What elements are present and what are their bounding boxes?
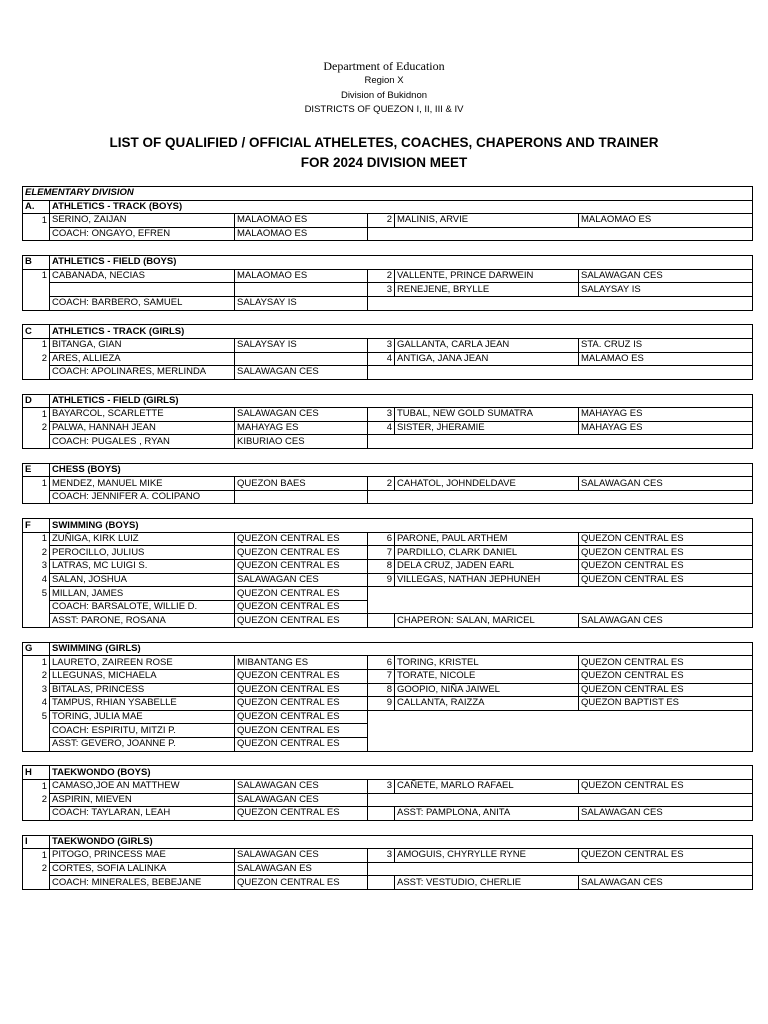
empty-cell <box>368 587 753 601</box>
athlete-name: COACH: BARBERO, SAMUEL <box>50 296 235 310</box>
entry-number <box>23 296 50 310</box>
athlete-name: CAHATOL, JOHNDELDAVE <box>395 477 579 491</box>
section-spacer <box>23 628 753 643</box>
athlete-name: SERINO, ZAIJAN <box>50 214 235 228</box>
division-label-cell: ELEMENTARY DIVISION <box>23 187 753 201</box>
athlete-name: CORTES, SOFIA LALINKA <box>50 862 235 876</box>
section-spacer <box>23 820 753 835</box>
entry-number: 3 <box>368 849 395 863</box>
athlete-name: CABANADA, NECIAS <box>50 269 235 283</box>
entry-number: 2 <box>23 421 50 435</box>
section-spacer <box>23 310 753 325</box>
empty-cell <box>368 227 753 241</box>
school: SALAWAGAN CES <box>579 876 753 890</box>
athlete-name: ZUÑIGA, KIRK LUIZ <box>50 532 235 546</box>
athlete-name: TAMPUS, RHIAN YSABELLE <box>50 697 235 711</box>
spacer-cell <box>23 504 753 519</box>
entry-number: 1 <box>23 656 50 670</box>
section-event-title: CHESS (BOYS) <box>50 463 753 477</box>
athlete-name: VALLENTE, PRINCE DARWEIN <box>395 269 579 283</box>
section-event-title: ATHLETICS - TRACK (GIRLS) <box>50 325 753 339</box>
empty-cell <box>368 737 753 751</box>
document-title-line-2: FOR 2024 DIVISION MEET <box>300 155 468 170</box>
entry-number: 1 <box>23 779 50 793</box>
department-heading: Department of Education <box>323 59 445 73</box>
school: SALAWAGAN CES <box>579 477 753 491</box>
entry-number: 2 <box>368 269 395 283</box>
entry-number: 2 <box>23 862 50 876</box>
entry-number <box>23 227 50 241</box>
section-letter: G <box>23 642 50 656</box>
entry-number: 6 <box>368 656 395 670</box>
school: KIBURIAO CES <box>235 435 368 449</box>
school: QUEZON CENTRAL ES <box>235 532 368 546</box>
school: QUEZON CENTRAL ES <box>579 683 753 697</box>
school: SALAWAGAN CES <box>579 614 753 628</box>
entry-number: 7 <box>368 546 395 560</box>
section-spacer <box>23 751 753 766</box>
school: QUEZON BAPTIST ES <box>579 697 753 711</box>
school: SALAWAGAN CES <box>235 573 368 587</box>
entry-number: 3 <box>368 779 395 793</box>
entry-number: 3 <box>368 338 395 352</box>
athlete-name: GOOPIO, NIÑA JAIWEL <box>395 683 579 697</box>
section-header-row <box>23 325 753 339</box>
school: QUEZON CENTRAL ES <box>235 737 368 751</box>
entry-number: 5 <box>23 710 50 724</box>
section-header-row <box>23 519 753 533</box>
table-row <box>23 793 753 807</box>
athlete-name <box>50 283 235 297</box>
athlete-name: COACH: MINERALES, BEBEJANE <box>50 876 235 890</box>
athlete-name: CHAPERON: SALAN, MARICEL <box>395 614 579 628</box>
table-row <box>23 435 753 449</box>
athlete-name: LAURETO, ZAIREEN ROSE <box>50 656 235 670</box>
table-row <box>23 683 753 697</box>
school <box>235 490 368 504</box>
entry-number: 1 <box>23 408 50 422</box>
athlete-name: BITALAS, PRINCESS <box>50 683 235 697</box>
table-row <box>23 670 753 684</box>
table-row <box>23 697 753 711</box>
section-letter: B <box>23 256 50 270</box>
spacer-cell <box>23 379 753 394</box>
table-row <box>23 724 753 738</box>
entry-number: 1 <box>23 532 50 546</box>
athlete-name: BAYARCOL, SCARLETTE <box>50 408 235 422</box>
school: QUEZON CENTRAL ES <box>235 670 368 684</box>
table-row <box>23 352 753 366</box>
school <box>235 352 368 366</box>
section-letter: I <box>23 835 50 849</box>
section-letter: E <box>23 463 50 477</box>
empty-cell <box>368 600 753 614</box>
entry-number: 4 <box>368 421 395 435</box>
athlete-name: CAMASO,JOE AN MATTHEW <box>50 779 235 793</box>
section-spacer <box>23 241 753 256</box>
section-header-row <box>23 642 753 656</box>
districts-label: DISTRICTS OF QUEZON I, II, III & IV <box>304 104 464 115</box>
school: SALAYSAY IS <box>579 283 753 297</box>
school: QUEZON CENTRAL ES <box>235 614 368 628</box>
section-event-title: TAEKWONDO (BOYS) <box>50 766 753 780</box>
athlete-name: COACH: JENNIFER A. COLIPANO <box>50 490 235 504</box>
athlete-name: SALAN, JOSHUA <box>50 573 235 587</box>
entry-number: 3 <box>368 283 395 297</box>
athlete-name: COACH: APOLINARES, MERLINDA <box>50 366 235 380</box>
school: MALAOMAO ES <box>579 214 753 228</box>
entry-number <box>23 737 50 751</box>
entry-number: 9 <box>368 697 395 711</box>
empty-cell <box>368 435 753 449</box>
entry-number <box>23 283 50 297</box>
school: SALAWAGAN CES <box>235 779 368 793</box>
athlete-name: COACH: ONGAYO, EFREN <box>50 227 235 241</box>
section-header-row <box>23 394 753 408</box>
athlete-name: ANTIGA, JANA JEAN <box>395 352 579 366</box>
entry-number: 2 <box>23 793 50 807</box>
entry-number <box>23 807 50 821</box>
entry-number: 2 <box>23 670 50 684</box>
athlete-name: MENDEZ, MANUEL MIKE <box>50 477 235 491</box>
entry-number: 8 <box>368 560 395 574</box>
school: SALAWAGAN CES <box>579 807 753 821</box>
entry-number: 4 <box>23 697 50 711</box>
table-row <box>23 560 753 574</box>
athlete-name: ASPIRIN, MIEVEN <box>50 793 235 807</box>
section-header-row <box>23 766 753 780</box>
section-spacer <box>23 504 753 519</box>
school: MALAMAO ES <box>579 352 753 366</box>
table-row <box>23 408 753 422</box>
school: QUEZON CENTRAL ES <box>235 546 368 560</box>
athlete-name: ARES, ALLIEZA <box>50 352 235 366</box>
school: QUEZON CENTRAL ES <box>579 779 753 793</box>
school: SALAWAGAN CES <box>235 408 368 422</box>
entry-number: 9 <box>368 573 395 587</box>
section-letter: A. <box>23 200 50 214</box>
athlete-name: MALINIS, ARVIE <box>395 214 579 228</box>
school: MAHAYAG ES <box>579 421 753 435</box>
entry-number <box>23 435 50 449</box>
entry-number: 1 <box>23 477 50 491</box>
athlete-name: LLEGUNAS, MICHAELA <box>50 670 235 684</box>
table-row <box>23 862 753 876</box>
spacer-cell <box>23 820 753 835</box>
athlete-name: ASST: VESTUDIO, CHERLIE <box>395 876 579 890</box>
entry-number: 2 <box>23 546 50 560</box>
table-row <box>23 490 753 504</box>
section-event-title: ATHLETICS - FIELD (GIRLS) <box>50 394 753 408</box>
entry-number: 1 <box>23 338 50 352</box>
section-header-row <box>23 200 753 214</box>
section-letter: H <box>23 766 50 780</box>
section-letter: F <box>23 519 50 533</box>
section-event-title: SWIMMING (GIRLS) <box>50 642 753 656</box>
table-row <box>23 876 753 890</box>
entry-number: 2 <box>368 214 395 228</box>
athlete-name: RENEJENE, BRYLLE <box>395 283 579 297</box>
table-row <box>23 807 753 821</box>
empty-cell <box>368 710 753 724</box>
school: QUEZON CENTRAL ES <box>579 546 753 560</box>
empty-cell <box>368 862 753 876</box>
athlete-name: VILLEGAS, NATHAN JEPHUNEH <box>395 573 579 587</box>
table-row <box>23 477 753 491</box>
athlete-name: PITOGO, PRINCESS MAE <box>50 849 235 863</box>
section-spacer <box>23 379 753 394</box>
section-letter: C <box>23 325 50 339</box>
school: QUEZON CENTRAL ES <box>235 600 368 614</box>
section-header-row <box>23 835 753 849</box>
table-row <box>23 296 753 310</box>
school: MALAOMAO ES <box>235 227 368 241</box>
athlete-name: DELA CRUZ, JADEN EARL <box>395 560 579 574</box>
school: QUEZON CENTRAL ES <box>235 876 368 890</box>
entry-number: 7 <box>368 670 395 684</box>
athlete-name: TORING, JULIA MAE <box>50 710 235 724</box>
table-row <box>23 656 753 670</box>
entry-number <box>368 614 395 628</box>
school: MIBANTANG ES <box>235 656 368 670</box>
athletes-table-body <box>23 187 753 890</box>
table-row <box>23 227 753 241</box>
table-row <box>23 849 753 863</box>
section-header-row <box>23 463 753 477</box>
school: QUEZON CENTRAL ES <box>579 532 753 546</box>
entry-number <box>368 876 395 890</box>
section-event-title: TAEKWONDO (GIRLS) <box>50 835 753 849</box>
section-spacer <box>23 448 753 463</box>
athlete-name: TORING, KRISTEL <box>395 656 579 670</box>
division-label: Division of Bukidnon <box>340 90 428 101</box>
document-title-line-1: LIST OF QUALIFIED / OFFICIAL ATHELETES, COACHES, CHAPERONS AND TRAINER <box>109 135 659 150</box>
athletes-table <box>22 186 753 890</box>
entry-number <box>23 600 50 614</box>
entry-number: 8 <box>368 683 395 697</box>
athlete-name: ASST: PAMPLONA, ANITA <box>395 807 579 821</box>
entry-number <box>368 807 395 821</box>
entry-number <box>23 614 50 628</box>
athlete-name: PEROCILLO, JULIUS <box>50 546 235 560</box>
entry-number: 5 <box>23 587 50 601</box>
athlete-name: COACH: BARSALOTE, WILLIE D. <box>50 600 235 614</box>
entry-number <box>23 724 50 738</box>
school: MAHAYAG ES <box>235 421 368 435</box>
athlete-name: PARDILLO, CLARK DANIEL <box>395 546 579 560</box>
school: MALAOMAO ES <box>235 214 368 228</box>
school: SALAWAGAN CES <box>235 849 368 863</box>
empty-cell <box>368 296 753 310</box>
athlete-name: TUBAL, NEW GOLD SUMATRA <box>395 408 579 422</box>
athlete-name: PARONE, PAUL ARTHEM <box>395 532 579 546</box>
school: QUEZON CENTRAL ES <box>235 560 368 574</box>
athlete-name: AMOGUIS, CHYRYLLE RYNE <box>395 849 579 863</box>
entry-number: 2 <box>23 352 50 366</box>
school: QUEZON CENTRAL ES <box>579 670 753 684</box>
table-row <box>23 587 753 601</box>
spacer-cell <box>23 751 753 766</box>
entry-number: 3 <box>23 560 50 574</box>
table-row <box>23 366 753 380</box>
school: QUEZON BAES <box>235 477 368 491</box>
school: QUEZON CENTRAL ES <box>235 807 368 821</box>
empty-cell <box>368 490 753 504</box>
table-row <box>23 283 753 297</box>
table-row <box>23 532 753 546</box>
entry-number: 1 <box>23 849 50 863</box>
table-row <box>23 600 753 614</box>
school: QUEZON CENTRAL ES <box>579 656 753 670</box>
athlete-name: COACH: ESPIRITU, MITZI P. <box>50 724 235 738</box>
school: QUEZON CENTRAL ES <box>235 724 368 738</box>
entry-number: 1 <box>23 214 50 228</box>
athlete-name: MILLAN, JAMES <box>50 587 235 601</box>
athlete-name: CALLANTA, RAIZZA <box>395 697 579 711</box>
section-event-title: ATHLETICS - FIELD (BOYS) <box>50 256 753 270</box>
table-row <box>23 269 753 283</box>
school: STA. CRUZ IS <box>579 338 753 352</box>
table-row <box>23 214 753 228</box>
athlete-name: COACH: TAYLARAN, LEAH <box>50 807 235 821</box>
table-row <box>23 573 753 587</box>
athlete-name: LATRAS, MC LUIGI S. <box>50 560 235 574</box>
school: MALAOMAO ES <box>235 269 368 283</box>
section-event-title: SWIMMING (BOYS) <box>50 519 753 533</box>
school: SALAYSAY IS <box>235 296 368 310</box>
entry-number: 1 <box>23 269 50 283</box>
section-event-title: ATHLETICS - TRACK (BOYS) <box>50 200 753 214</box>
spacer-cell <box>23 241 753 256</box>
school: QUEZON CENTRAL ES <box>579 573 753 587</box>
table-row <box>23 338 753 352</box>
school: SALAWAGAN CES <box>235 793 368 807</box>
athlete-name: GALLANTA, CARLA JEAN <box>395 338 579 352</box>
table-row <box>23 546 753 560</box>
table-row <box>23 421 753 435</box>
school: QUEZON CENTRAL ES <box>235 697 368 711</box>
school: QUEZON CENTRAL ES <box>579 849 753 863</box>
school: MAHAYAG ES <box>579 408 753 422</box>
region-label: Region X <box>364 75 404 86</box>
empty-cell <box>368 793 753 807</box>
entry-number: 4 <box>368 352 395 366</box>
section-header-row <box>23 256 753 270</box>
school: SALAWAGAN CES <box>579 269 753 283</box>
school: QUEZON CENTRAL ES <box>235 710 368 724</box>
table-row <box>23 779 753 793</box>
table-row <box>23 710 753 724</box>
entry-number <box>23 366 50 380</box>
school: SALAWAGAN CES <box>235 366 368 380</box>
athlete-name: TORATE, NICOLE <box>395 670 579 684</box>
athlete-name: CAÑETE, MARLO RAFAEL <box>395 779 579 793</box>
division-row <box>23 187 753 201</box>
entry-number: 3 <box>23 683 50 697</box>
empty-cell <box>368 366 753 380</box>
athlete-name: ASST: GEVERO, JOANNE P. <box>50 737 235 751</box>
athlete-name: BITANGA, GIAN <box>50 338 235 352</box>
athlete-name: PALWA, HANNAH JEAN <box>50 421 235 435</box>
athlete-name: SISTER, JHERAMIE <box>395 421 579 435</box>
school: QUEZON CENTRAL ES <box>235 683 368 697</box>
entry-number: 3 <box>368 408 395 422</box>
spacer-cell <box>23 310 753 325</box>
empty-cell <box>368 724 753 738</box>
section-letter: D <box>23 394 50 408</box>
entry-number: 6 <box>368 532 395 546</box>
entry-number: 2 <box>368 477 395 491</box>
spacer-cell <box>23 628 753 643</box>
school: QUEZON CENTRAL ES <box>579 560 753 574</box>
table-row <box>23 737 753 751</box>
school: SALAWAGAN ES <box>235 862 368 876</box>
school: QUEZON CENTRAL ES <box>235 587 368 601</box>
athlete-name: ASST: PARONE, ROSANA <box>50 614 235 628</box>
entry-number <box>23 876 50 890</box>
table-row <box>23 614 753 628</box>
athlete-name: COACH: PUGALES , RYAN <box>50 435 235 449</box>
entry-number: 4 <box>23 573 50 587</box>
spacer-cell <box>23 448 753 463</box>
entry-number <box>23 490 50 504</box>
school <box>235 283 368 297</box>
school: SALAYSAY IS <box>235 338 368 352</box>
